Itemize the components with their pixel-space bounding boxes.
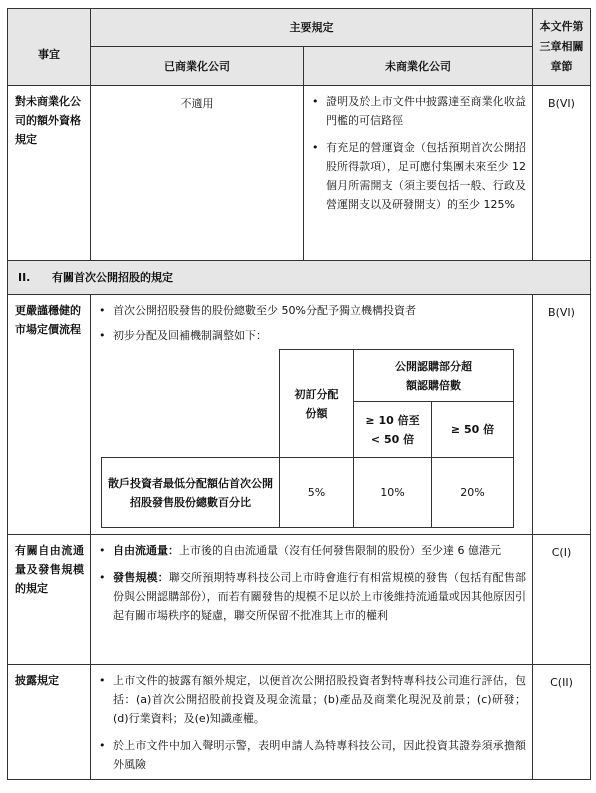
row-pricing-label: 更嚴謹穩健的市場定價流程: [8, 295, 91, 535]
float-bullet-2-title: 發售規模：: [113, 571, 169, 584]
row-extra-chapter: B(VI): [533, 86, 591, 261]
allocation-value-50: 20%: [432, 458, 514, 528]
float-bullet-list: [91, 541, 532, 625]
section-ii-number: II.: [18, 271, 31, 284]
allocation-initial-header: 初訂分配份額: [280, 350, 354, 458]
float-bullet-1-text: 上市後的自由流通量（沒有任何發售限制的股份）至少達 6 億港元: [179, 544, 501, 557]
disclosure-bullet-list: [91, 671, 532, 774]
pricing-bullet-list: [91, 301, 532, 345]
disclosure-bullet-2: • 於上市文件中加入聲明示警，表明申請人為特專科技公司，因此投資其證券須承擔額外風險: [91, 736, 532, 774]
row-disclosure-chapter: C(II): [533, 665, 591, 780]
header-chapter-label: 本文件第三章相關章節: [539, 20, 584, 73]
row-extra-precommercial: [304, 86, 533, 261]
allocation-table: [101, 349, 514, 528]
float-bullet-1-title: 自由流通量：: [113, 544, 179, 557]
section-ii-title: 有關首次公開招股的規定: [52, 271, 173, 284]
header-main-requirements: 主要規定: [91, 9, 533, 47]
float-bullet-2: [91, 568, 532, 625]
extra-bullet-2: • 有充足的營運資金（包括預期首次公開招股所得款項），足可應付集團未來至少 12 個月所需開支（須主要包括一般、行政及營運開支以及研發開支）的至少 125%: [304, 138, 532, 214]
allocation-public-header: 公開認購部分超額認購倍數: [354, 350, 514, 402]
requirements-table: [7, 8, 591, 780]
row-pricing-content: [91, 295, 533, 535]
float-bullet-1: [91, 541, 532, 560]
float-bullet-2-text: 聯交所預期特專科技公司上市時會進行有相當規模的發售（包括有配售部份與公開認購部份），而若有關發售的規模不足以於上市後維持流通量或因其他原因引起有關市場秩序的疑慮，聯交所保留不批准其上市的權利: [113, 571, 527, 622]
allocation-col-50: ≥ 50 倍: [432, 402, 514, 458]
header-matter: 事宜: [8, 9, 91, 86]
section-ii-heading: [8, 261, 591, 295]
extra-bullet-list: [304, 92, 532, 214]
allocation-blank-cell: [102, 350, 280, 458]
pricing-bullet-1: • 首次公開招股發售的股份總數至少 50%分配予獨立機構投資者: [91, 301, 532, 320]
row-disclosure-label: 披露規定: [8, 665, 91, 780]
row-extra-label: 對未商業化公司的額外資格規定: [8, 86, 91, 261]
extra-bullet-1: • 證明及於上市文件中披露達至商業化收益門檻的可信路徑: [304, 92, 532, 130]
row-disclosure-content: [91, 665, 533, 780]
allocation-value-10-50: 10%: [354, 458, 432, 528]
row-float-chapter: C(I): [533, 535, 591, 665]
row-extra-commercial: 不適用: [91, 86, 304, 261]
allocation-col-10-50: ≥ 10 倍至< 50 倍: [354, 402, 432, 458]
allocation-value-initial: 5%: [280, 458, 354, 528]
allocation-row-label: 散戶投資者最低分配額佔首次公開招股發售股份總數百分比: [102, 458, 280, 528]
row-pricing-chapter: B(VI): [533, 295, 591, 535]
pricing-bullet-2: • 初步分配及回補機制調整如下：: [91, 326, 532, 345]
header-commercial: 已商業化公司: [91, 47, 304, 86]
header-chapter: [533, 9, 591, 86]
header-precommercial: 未商業化公司: [304, 47, 533, 86]
row-float-content: [91, 535, 533, 665]
disclosure-bullet-1: • 上市文件的披露有額外規定，以便首次公開招股投資者對特專科技公司進行評估，包括：(a)首次公開招股前投資及現金流量；(b)產品及商業化現況及前景；(c)研發；(d)行業資料；及(e)知識產權。: [91, 671, 532, 728]
row-float-label: 有關自由流通量及發售規模的規定: [8, 535, 91, 665]
